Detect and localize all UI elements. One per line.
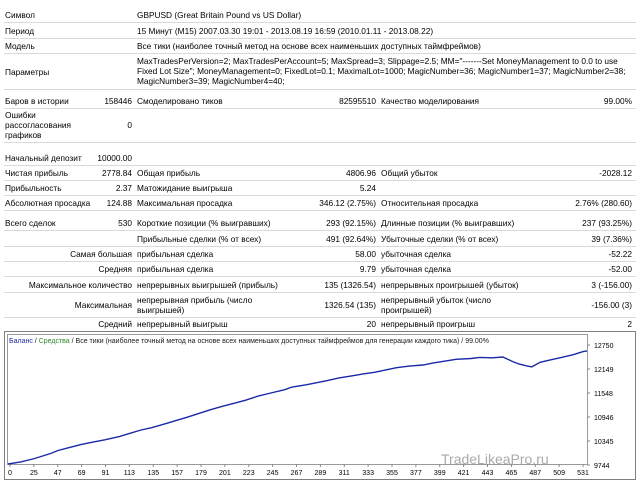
divider bbox=[4, 230, 636, 231]
x-tick-label: 0 bbox=[8, 470, 12, 477]
average-loss-label: убыточная сделка bbox=[381, 264, 452, 274]
largest-loss-value: -52.22 bbox=[608, 249, 632, 259]
params-label: Параметры bbox=[5, 67, 50, 77]
gross-loss-label: Общий убыток bbox=[381, 168, 438, 178]
average-profit-value: 9.79 bbox=[359, 264, 376, 274]
total-trades-label: Всего сделок bbox=[5, 218, 56, 228]
quality-label: Качество моделирования bbox=[381, 96, 480, 106]
max-count-win-value: 135 (1326.54) bbox=[324, 280, 376, 290]
loss-trades-label: Убыточные сделки (% от всех) bbox=[381, 234, 499, 244]
ticks-label: Смоделировано тиков bbox=[137, 96, 223, 106]
avg-consecutive-win-label: непрерывный выигрыш bbox=[137, 319, 228, 329]
short-positions-value: 293 (92.15%) bbox=[326, 218, 376, 228]
long-positions-label: Длинные позиции (% выигравших) bbox=[381, 218, 515, 228]
mismatch-value: 0 bbox=[127, 120, 132, 130]
mismatch-label-2: рассогласования bbox=[5, 120, 72, 130]
x-tick-label: 267 bbox=[290, 470, 303, 477]
maximal-win-label-1: непрерывная прибыль (число bbox=[137, 295, 253, 305]
params-line-3: MagicNumber3=39; MagicNumber4=40; bbox=[137, 76, 285, 86]
bars-value: 158446 bbox=[104, 96, 132, 106]
legend-equity: Средства bbox=[38, 338, 70, 345]
y-tick-label: 9744 bbox=[594, 463, 610, 470]
x-tick-label: 179 bbox=[195, 470, 207, 477]
x-tick-label: 289 bbox=[314, 470, 327, 477]
x-tick-label: 311 bbox=[338, 470, 350, 477]
divider bbox=[4, 195, 636, 196]
watermark: TradeLikeaPro.ru bbox=[441, 451, 549, 467]
model-value: Все тики (наиболее точный метод на основе всех наименьших доступных таймфреймов) bbox=[137, 41, 481, 51]
x-tick-label: 47 bbox=[53, 470, 62, 477]
y-tick-label: 12149 bbox=[594, 367, 614, 374]
divider bbox=[4, 53, 636, 54]
x-tick-label: 69 bbox=[77, 470, 86, 477]
legend-balance: Баланс bbox=[9, 338, 33, 345]
symbol-label: Символ bbox=[5, 10, 35, 20]
divider bbox=[4, 292, 636, 293]
net-profit-value: 2778.84 bbox=[102, 168, 132, 178]
long-positions-value: 237 (93.25%) bbox=[582, 218, 632, 228]
average-profit-label: прибыльная сделка bbox=[137, 264, 214, 274]
divider bbox=[4, 246, 636, 247]
x-tick-label: 223 bbox=[242, 470, 255, 477]
divider bbox=[4, 180, 636, 181]
divider bbox=[4, 276, 636, 277]
x-tick-label: 91 bbox=[101, 470, 110, 477]
bars-label: Баров в истории bbox=[5, 96, 69, 106]
x-tick-label: 487 bbox=[529, 470, 542, 477]
maximal-win-label-2: выигрышей) bbox=[137, 305, 185, 315]
ticks-value: 82595510 bbox=[339, 96, 376, 106]
quality-value: 99.00% bbox=[603, 96, 632, 106]
divider bbox=[4, 38, 636, 39]
x-tick-label: 531 bbox=[577, 470, 589, 477]
x-tick-label: 465 bbox=[505, 470, 518, 477]
y-tick-label: 11548 bbox=[594, 391, 613, 398]
maximal-loss-value: -156.00 (3) bbox=[591, 300, 632, 310]
gross-loss-value: -2028.12 bbox=[599, 168, 632, 178]
legend-quality: 99.00% bbox=[465, 338, 489, 345]
maximal-label: Максимальная bbox=[74, 300, 132, 310]
y-tick-label: 12750 bbox=[594, 343, 614, 350]
profit-trades-value: 491 (92.64%) bbox=[326, 234, 376, 244]
avg-consecutive-loss-label: непрерывный проигрыш bbox=[381, 319, 476, 329]
x-tick-label: 509 bbox=[553, 470, 565, 477]
x-tick-label: 333 bbox=[362, 470, 374, 477]
maximal-win-value: 1326.54 (135) bbox=[324, 300, 376, 310]
divider bbox=[4, 89, 636, 90]
x-tick-label: 135 bbox=[147, 470, 160, 477]
avg-consecutive-loss-value: 2 bbox=[627, 319, 632, 329]
x-tick-label: 377 bbox=[410, 470, 422, 477]
params-line-1: MaxTradesPerVersion=2; MaxTradesPerAccount=5; MaxSpread=3; Slippage=2.5; MM="-------Set MoneyManagement to 0.0 to use bbox=[137, 56, 618, 66]
profit-factor-label: Прибыльность bbox=[5, 183, 62, 193]
deposit-value: 10000.00 bbox=[97, 153, 132, 163]
x-tick-label: 443 bbox=[481, 470, 494, 477]
x-tick-label: 25 bbox=[29, 470, 38, 477]
params-line-2: Fixed Lot Size"; MoneyManagement=0; FixedLot=0.1; MaximalLot=1000; MagicNumber=36; MagicNumber1=37; MagicNumber2=38; bbox=[137, 66, 626, 76]
divider bbox=[4, 142, 636, 143]
symbol-value: GBPUSD (Great Britain Pound vs US Dollar) bbox=[137, 10, 302, 20]
abs-drawdown-label: Абсолютная просадка bbox=[5, 198, 91, 208]
x-tick-label: 113 bbox=[123, 470, 135, 477]
max-drawdown-label: Максимальная просадка bbox=[137, 198, 233, 208]
x-tick-label: 355 bbox=[386, 470, 398, 477]
x-tick-label: 399 bbox=[433, 470, 446, 477]
avg-consecutive-label: Средний bbox=[98, 319, 132, 329]
largest-loss-label: убыточная сделка bbox=[381, 249, 452, 259]
y-tick-label: 10946 bbox=[594, 415, 614, 422]
largest-profit-value: 58.00 bbox=[355, 249, 376, 259]
average-loss-value: -52.00 bbox=[608, 264, 632, 274]
gross-profit-value: 4806.96 bbox=[346, 168, 376, 178]
max-count-win-label: непрерывных выигрышей (прибыль) bbox=[137, 280, 278, 290]
model-label: Модель bbox=[5, 41, 35, 51]
maximal-loss-label-2: проигрышей) bbox=[381, 305, 432, 315]
largest-profit-label: прибыльная сделка bbox=[137, 249, 214, 259]
max-drawdown-value: 346.12 (2.75%) bbox=[319, 198, 376, 208]
profit-factor-value: 2.37 bbox=[115, 183, 132, 193]
legend-model: Все тики (наиболее точный метод на основе всех наименьших доступных таймфреймов для генерации каждого тика) bbox=[75, 338, 460, 345]
balance-chart bbox=[4, 331, 636, 480]
period-value: 15 Минут (M15) 2007.03.30 19:01 - 2013.08.19 16:59 (2010.01.11 - 2013.08.22) bbox=[137, 26, 434, 36]
maximal-loss-label-1: непрерывный убыток (число bbox=[381, 295, 492, 305]
divider bbox=[4, 108, 636, 109]
divider bbox=[4, 210, 636, 211]
x-tick-label: 157 bbox=[171, 470, 183, 477]
total-trades-value: 530 bbox=[118, 218, 132, 228]
short-positions-label: Короткие позиции (% выигравших) bbox=[137, 218, 271, 228]
rel-drawdown-label: Относительная просадка bbox=[381, 198, 479, 208]
net-profit-label: Чистая прибыль bbox=[5, 168, 69, 178]
divider bbox=[4, 261, 636, 262]
deposit-label: Начальный депозит bbox=[5, 153, 82, 163]
loss-trades-value: 39 (7.36%) bbox=[591, 234, 632, 244]
expected-payoff-label: Матожидание выигрыша bbox=[137, 183, 233, 193]
average-label: Средняя bbox=[98, 264, 132, 274]
divider bbox=[4, 165, 636, 166]
mismatch-label-1: Ошибки bbox=[5, 110, 36, 120]
chart-legend: Баланс / Средства / Все тики (наиболее точный метод на основе всех наименьших доступных таймфреймов для генерации каждого тика) / 99.00% bbox=[9, 338, 489, 345]
divider bbox=[4, 317, 636, 318]
divider bbox=[4, 22, 636, 23]
x-tick-label: 421 bbox=[457, 470, 470, 477]
max-count-label: Максимальное количество bbox=[28, 280, 132, 290]
mismatch-label-3: графиков bbox=[5, 130, 42, 140]
profit-trades-label: Прибыльные сделки (% от всех) bbox=[137, 234, 262, 244]
max-count-loss-value: 3 (-156.00) bbox=[591, 280, 632, 290]
x-tick-label: 201 bbox=[219, 470, 231, 477]
period-label: Период bbox=[5, 26, 35, 36]
avg-consecutive-win-value: 20 bbox=[366, 319, 376, 329]
abs-drawdown-value: 124.88 bbox=[106, 198, 132, 208]
expected-payoff-value: 5.24 bbox=[359, 183, 376, 193]
max-count-loss-label: непрерывных проигрышей (убыток) bbox=[381, 280, 519, 290]
largest-label: Самая большая bbox=[70, 249, 132, 259]
y-tick-label: 10345 bbox=[594, 439, 614, 446]
plot-area bbox=[8, 335, 588, 465]
rel-drawdown-value: 2.76% (280.60) bbox=[575, 198, 632, 208]
gross-profit-label: Общая прибыль bbox=[137, 168, 201, 178]
x-tick-label: 245 bbox=[266, 470, 279, 477]
